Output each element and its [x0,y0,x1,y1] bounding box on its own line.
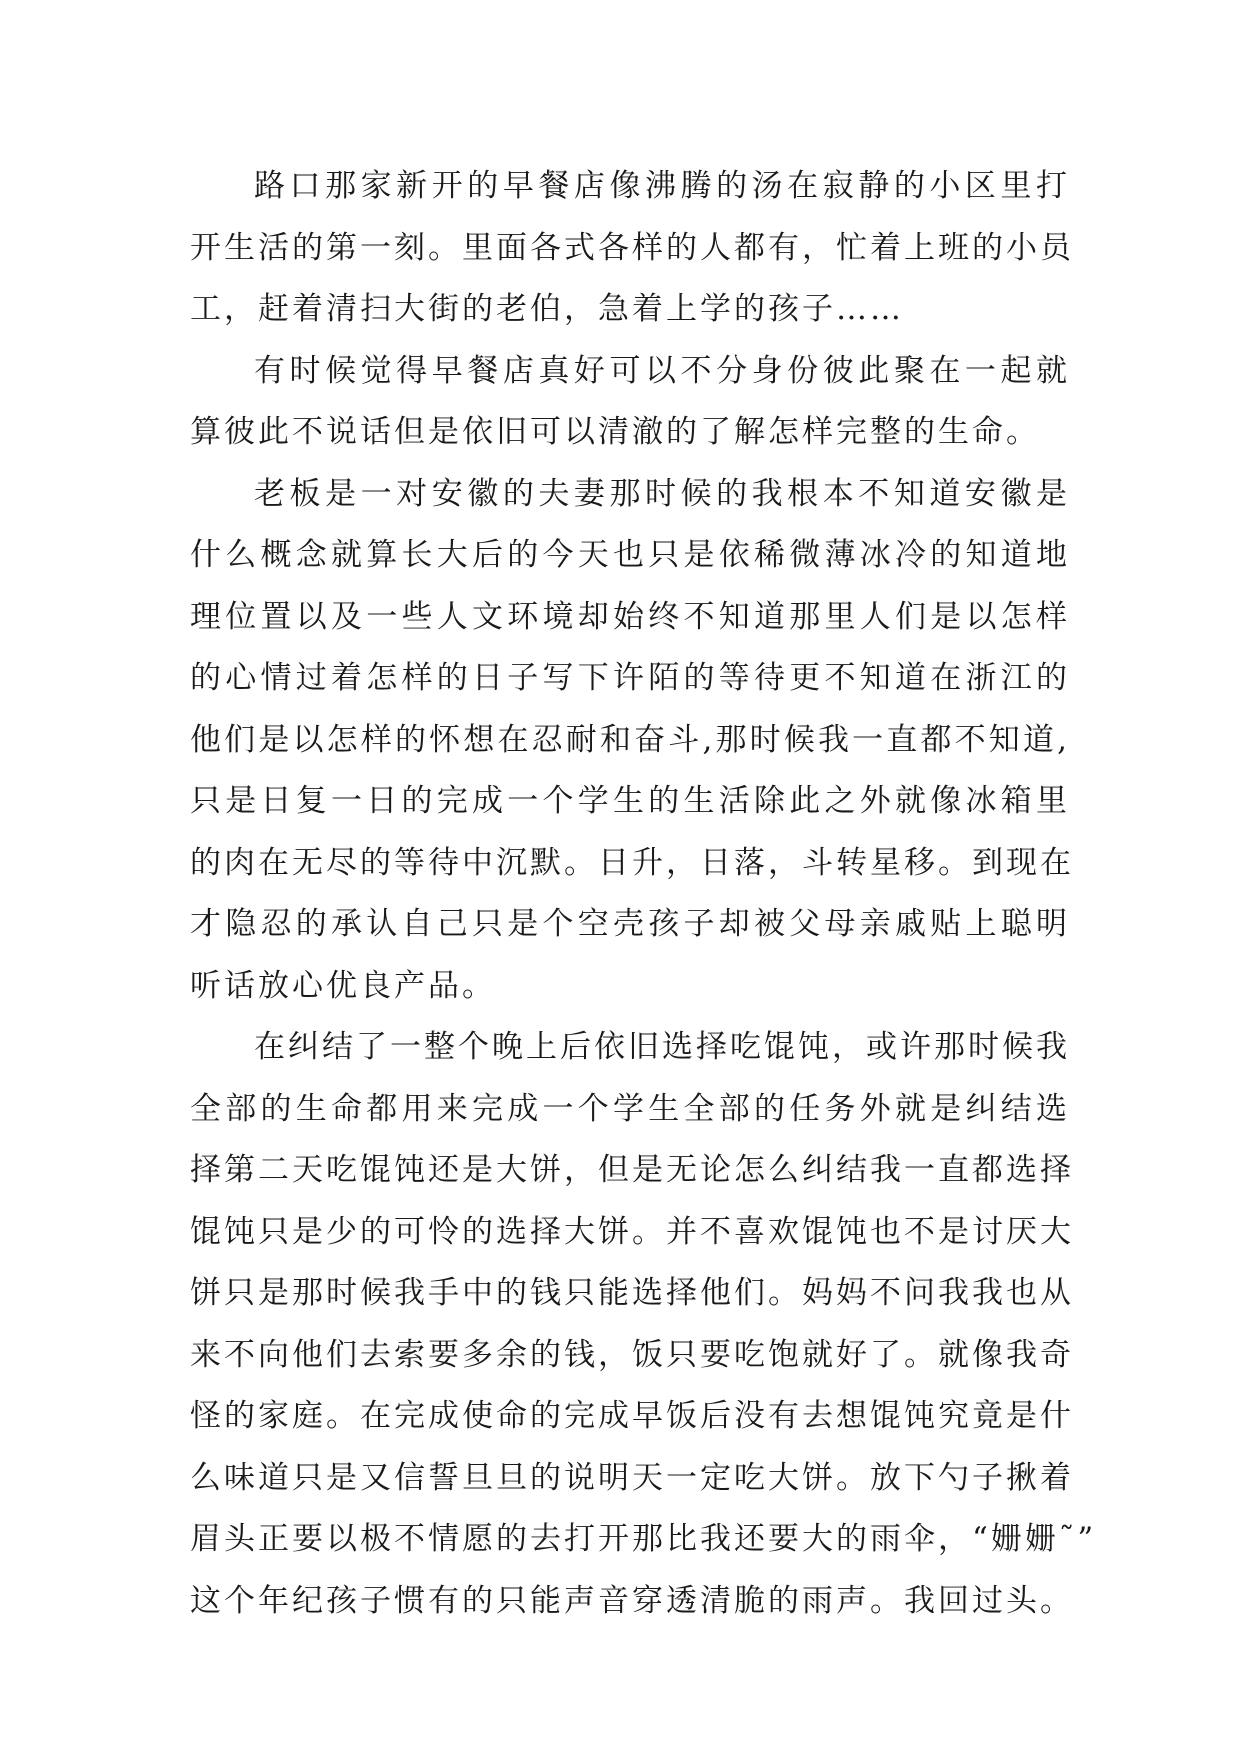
text-line: 这个年纪孩子惯有的只能声音穿透清脆的雨声。我回过头。 [190,1582,1074,1619]
body-text [190,156,1097,1632]
text-line: 全部的生命都用来完成一个学生全部的任务外就是纠结选 [190,1090,1070,1127]
text-line: 理位置以及一些人文环境却始终不知道那里人们是以怎样 [190,598,1070,635]
text-line: 听话放心优良产品。 [190,967,496,1004]
text-line: 饼只是那时候我手中的钱只能选择他们。妈妈不问我我也从 [190,1275,1074,1311]
text-line: 择第二天吃馄饨还是大饼，但是无论怎么纠结我一直都选择 [190,1152,1074,1188]
text-line: 他们是以怎样的怀想在忍耐和奋斗,那时候我一直都不知道, [190,721,1070,758]
paragraph-4 [190,1017,1097,1632]
paragraph-1 [190,156,1074,341]
text-line: 只是日复一日的完成一个学生的生活除此之外就像冰箱里 [190,783,1070,819]
text-line: 算彼此不说话但是依旧可以清澈的了解怎样完整的生命。 [190,414,1040,450]
text-line: 工，赶着清扫大街的老伯，急着上学的孩子…… [190,291,904,327]
text-line: 么味道只是又信誓旦旦的说明天一定吃大饼。放下勺子揪着 [190,1459,1074,1496]
text-line: 怪的家庭。在完成使命的完成早饭后没有去想馄饨究竟是什 [190,1398,1074,1434]
text-line: 有时候觉得早餐店真好可以不分身份彼此聚在一起就 [254,352,1070,389]
text-line: 路口那家新开的早餐店像沸腾的汤在寂静的小区里打 [254,168,1070,204]
text-line: 来不向他们去索要多余的钱，饭只要吃饱就好了。就像我奇 [190,1336,1074,1373]
text-line: 才隐忍的承认自己只是个空壳孩子却被父母亲戚贴上聪明 [190,906,1070,942]
text-line: 开生活的第一刻。里面各式各样的人都有，忙着上班的小员 [190,229,1074,266]
paragraph-2 [190,341,1070,464]
text-line: 眉头正要以极不情愿的去打开那比我还要大的雨伞，“姗姗˜” [190,1521,1097,1557]
text-line: 馄饨只是少的可怜的选择大饼。并不喜欢馄饨也不是讨厌大 [190,1213,1074,1250]
text-line: 的肉在无尽的等待中沉默。日升，日落，斗转星移。到现在 [190,844,1074,881]
text-line: 老板是一对安徽的夫妻那时候的我根本不知道安徽是 [254,475,1070,512]
paragraph-3 [190,464,1074,1018]
text-line: 在纠结了一整个晚上后依旧选择吃馄饨，或许那时候我 [254,1029,1070,1065]
text-line: 什么概念就算长大后的今天也只是依稀微薄冰冷的知道地 [190,537,1070,573]
text-line: 的心情过着怎样的日子写下许陌的等待更不知道在浙江的 [190,660,1070,696]
